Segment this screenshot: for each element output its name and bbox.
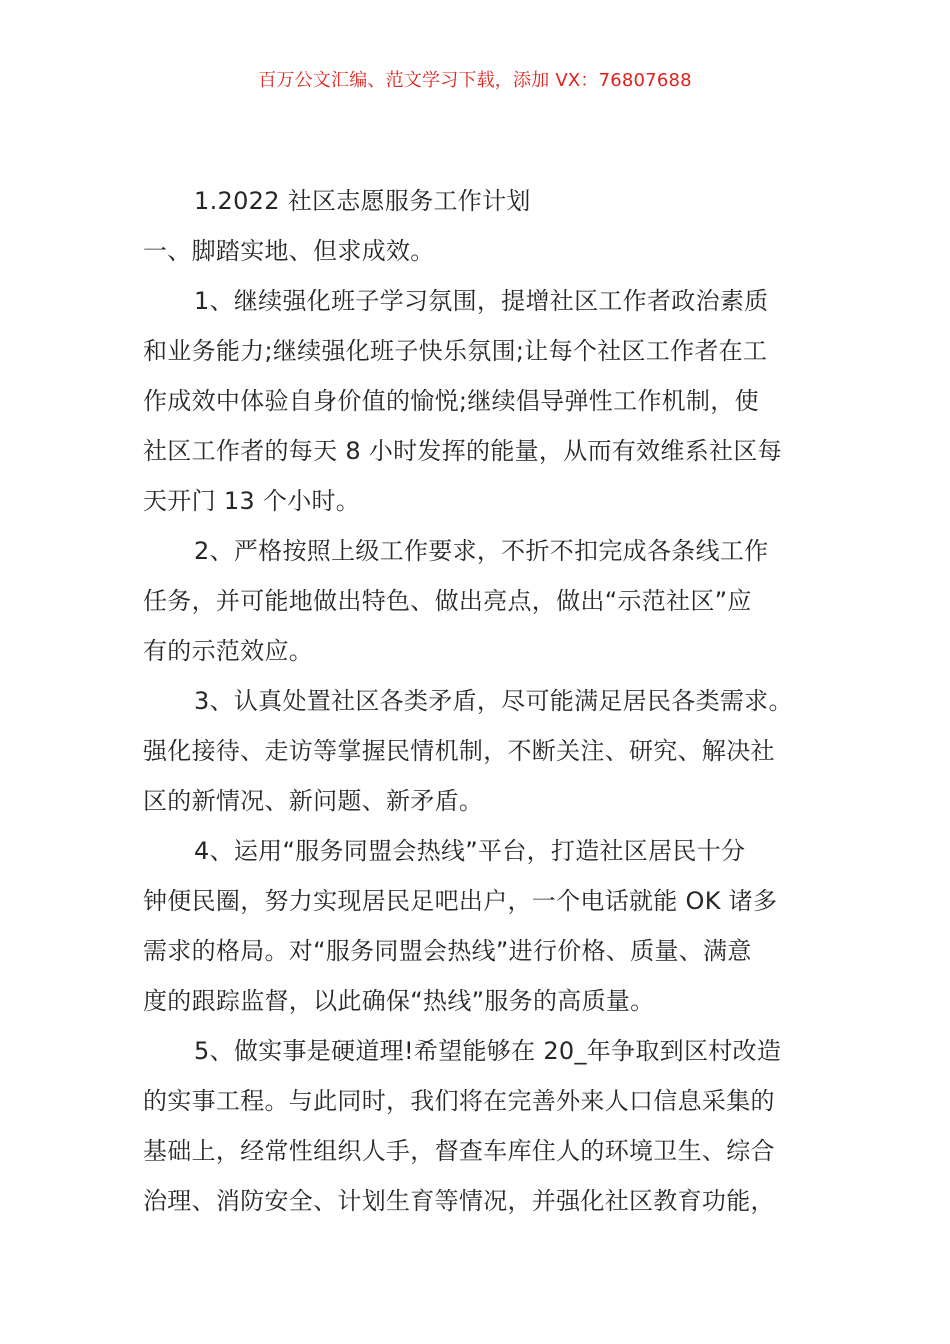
paragraph-line: 任务，并可能地做出特色、做出亮点，做出“示范社区”应 (143, 587, 752, 615)
paragraph-line: 社区工作者的每天 8 小时发挥的能量，从而有效维系社区每 (143, 437, 782, 465)
paragraph-line: 天开门 13 个小时。 (143, 487, 361, 515)
paragraph-line: 区的新情况、新问题、新矛盾。 (143, 787, 484, 815)
document-body (143, 176, 803, 1226)
paragraph-line: 3、认真处置社区各类矛盾，尽可能满足居民各类需求。 (194, 687, 793, 715)
paragraph-line: 5、做实事是硬道理!希望能够在 20_年争取到区村改造 (194, 1037, 782, 1065)
paragraph-line: 1、继续强化班子学习氛围，提增社区工作者政治素质 (194, 287, 769, 315)
header-watermark-note: 百万公文汇编、范文学习下载，添加 VX：76807688 (258, 70, 692, 91)
paragraph-line: 作成效中体验自身价值的愉悦;继续倡导弹性工作机制，使 (143, 387, 759, 415)
doc-title: 1.2022 社区志愿服务工作计划 (194, 187, 531, 215)
paragraph-line: 基础上，经常性组织人手，督查车库住人的环境卫生、综合 (143, 1137, 775, 1165)
paragraph-line: 钟便民圈，努力实现居民足吧出户，一个电话就能 OK 诸多 (143, 887, 778, 915)
paragraph-line: 强化接待、走访等掌握民情机制，不断关注、研究、解决社 (143, 737, 775, 765)
paragraph-line: 和业务能力;继续强化班子快乐氛围;让每个社区工作者在工 (143, 337, 768, 365)
paragraph-line: 2、严格按照上级工作要求，不折不扣完成各条线工作 (194, 537, 769, 565)
paragraph-line: 4、运用“服务同盟会热线”平台，打造社区居民十分 (194, 837, 746, 865)
paragraph-line: 的实事工程。与此同时，我们将在完善外来人口信息采集的 (143, 1087, 775, 1115)
paragraph-line: 治理、消防安全、计划生育等情况，并强化社区教育功能， (143, 1187, 775, 1215)
paragraph-line: 有的示范效应。 (143, 637, 314, 665)
paragraph-line: 度的跟踪监督，以此确保“热线”服务的高质量。 (143, 987, 655, 1015)
section-heading: 一、脚踏实地、但求成效。 (143, 237, 435, 265)
paragraph-line: 需求的格局。对“服务同盟会热线”进行价格、质量、满意 (143, 937, 752, 965)
